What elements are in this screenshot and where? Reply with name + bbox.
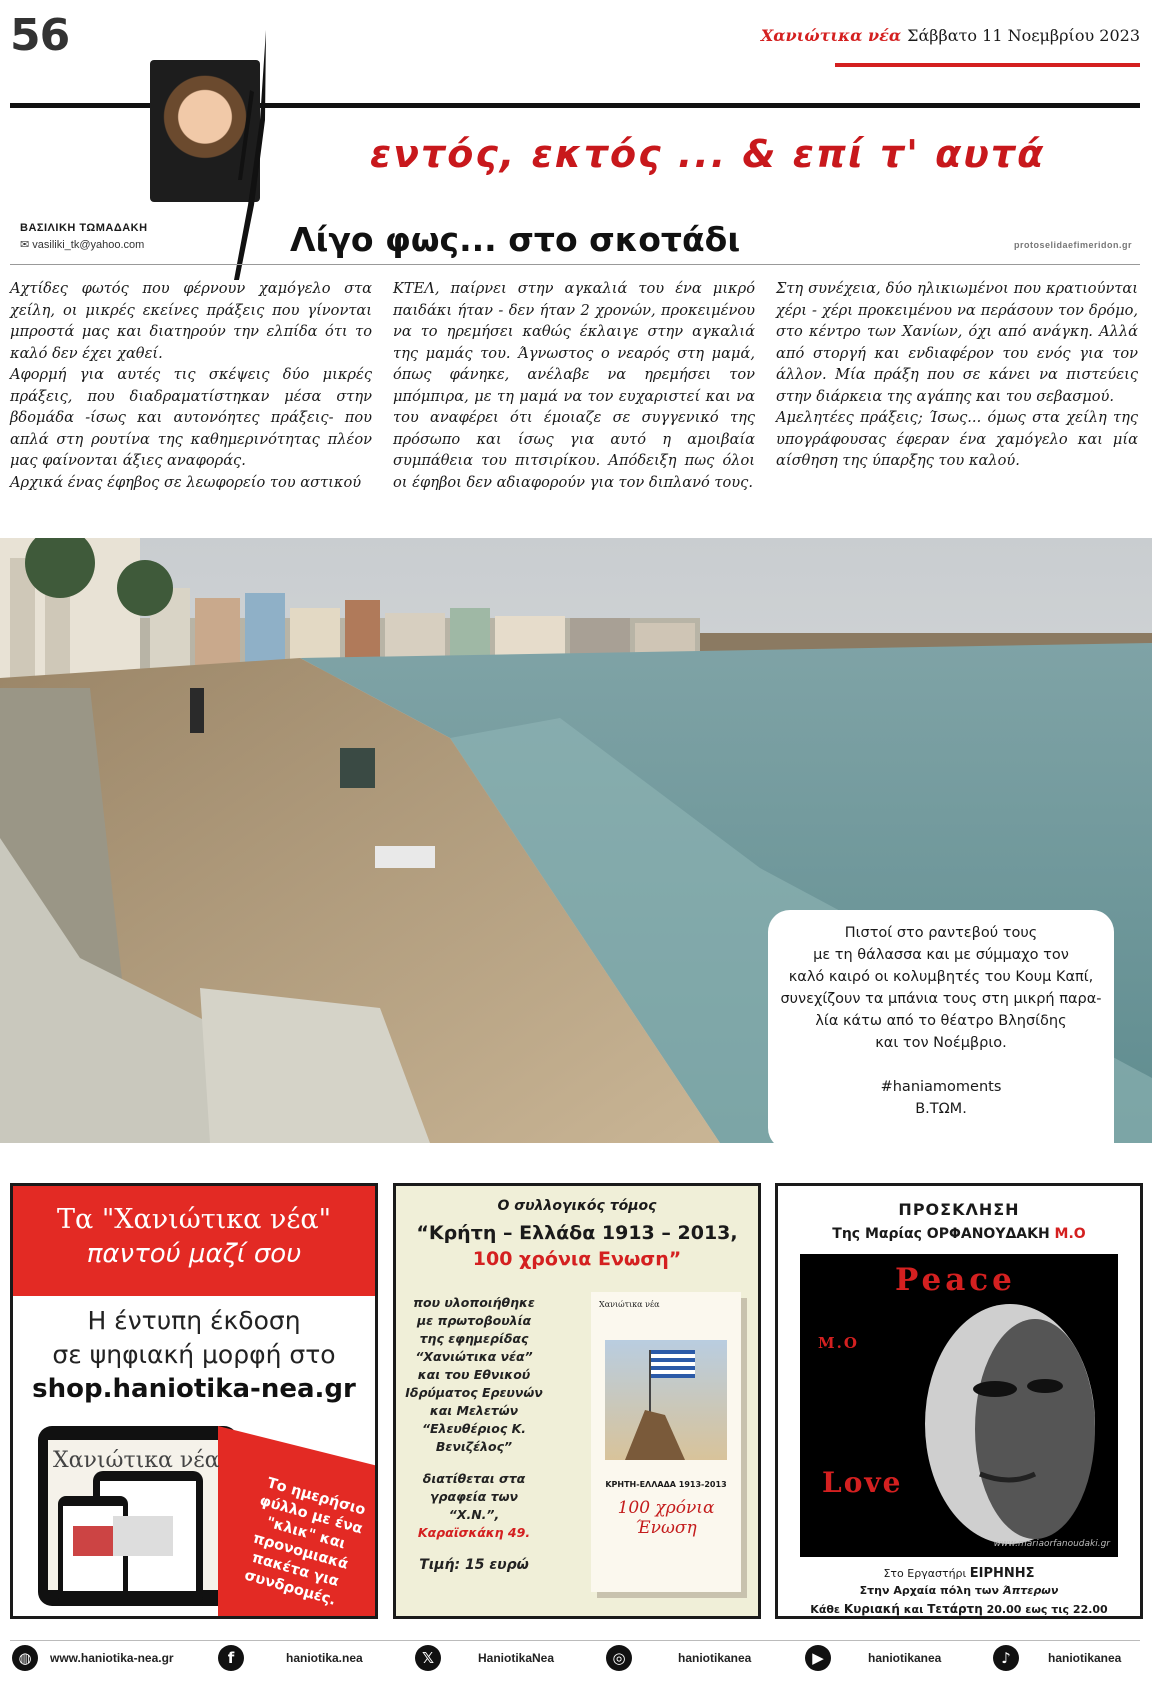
paragraph: Αχτίδες φωτός που φέρνουν χαμόγελο στα χείλη, οι μικρές εκείνες πράξεις που γίνονται μπροστά μας και διατηρούν την ελπίδα ότι το καλό δεν έχει χαθεί.: [10, 280, 372, 362]
footer-divider: [10, 1640, 1140, 1641]
ad-body: [13, 1304, 375, 1406]
issue-date: Σάββατο 11 Νοεμβρίου 2023: [907, 26, 1140, 45]
ad-red-banner: [13, 1186, 375, 1296]
column-title: εντός, εκτός ... & επί τ' αυτά: [370, 132, 1046, 176]
book-cover-publisher: Χανιώτικα νέα: [599, 1300, 660, 1309]
footer-instagram-link[interactable]: haniotikanea: [678, 1651, 752, 1665]
book-cover-subtitle: 100 χρόνια Ένωση: [617, 1498, 715, 1538]
book-ad-title: “Κρήτη – Ελλάδα 1913 – 2013,: [416, 1222, 738, 1244]
paper-name: Χανιώτικα νέα: [760, 26, 902, 45]
footer-website-link[interactable]: www.haniotika-nea.gr: [50, 1651, 174, 1665]
venue-name: ΕΙΡΗΝΗΣ: [969, 1566, 1035, 1581]
x-icon[interactable]: 𝕏: [415, 1645, 441, 1671]
caption-line: με τη θάλασσα και με σύμμαχο τον: [813, 947, 1069, 963]
book-cover-painting: [605, 1340, 727, 1460]
article-column-2: [393, 278, 755, 493]
photo-caption: [768, 910, 1114, 1150]
artwork-website[interactable]: www.mariaorfanoudaki.gr: [993, 1539, 1110, 1549]
artwork-word-peace: Peace: [895, 1262, 1016, 1298]
ad-tagline: παντού μαζί σου: [86, 1239, 302, 1269]
book-ad-desc-1: που υλοποιήθηκε με πρωτοβουλία της εφημερίδας “Χανιώτικα νέα” και του Εθνικού Ιδρύματος Ερευνών και Μελετών “Ελευθέριος Κ. Βενιζέλος”: [405, 1295, 543, 1454]
invitation-title: ΠΡΟΣΚΛΗΣΗ: [898, 1200, 1020, 1219]
book-ad-description: [404, 1294, 544, 1574]
ad-promo-text: Το ημερήσιο φύλλο με ένα "κλικ" και προνομιακά πακέτα για συνδρομές.: [242, 1475, 368, 1609]
venue-prefix: Στο Εργαστήρι: [883, 1567, 970, 1580]
artwork-image: [800, 1254, 1118, 1557]
footer-youtube-link[interactable]: haniotikanea: [868, 1651, 942, 1665]
caption-hashtag: #haniamoments: [880, 1079, 1002, 1095]
device-masthead: Χανιώτικα νέα: [53, 1448, 220, 1473]
book-ad-price: Τιμή: 15 ευρώ: [419, 1557, 529, 1573]
youtube-icon[interactable]: ▶: [805, 1645, 831, 1671]
globe-icon: ◍: [12, 1645, 38, 1671]
book-cover-title: ΚΡΗΤΗ-ΕΛΛΑΔΑ 1913-2013: [605, 1480, 727, 1489]
paragraph: Αμελητέες πράξεις; Ίσως... όμως στα χείλη της υπογράφουσας έφεραν ένα χαμόγελο και μία αίσθηση της ύπαρξης του καλού.: [776, 409, 1138, 469]
ad-body-line: Η έντυπη έκδοση: [87, 1306, 301, 1335]
ad-body-line: σε ψηφιακή μορφή στο: [52, 1340, 336, 1369]
book-ad[interactable]: [393, 1183, 761, 1619]
schedule-and: και: [899, 1603, 928, 1616]
digital-edition-ad[interactable]: [10, 1183, 378, 1619]
book-ad-address: Καραϊσκάκη 49.: [417, 1525, 531, 1540]
book-cover: [591, 1292, 741, 1592]
masthead-red-rule: [835, 63, 1140, 67]
envelope-icon: ✉: [20, 239, 33, 251]
invitation-place: [778, 1584, 1140, 1597]
book-ad-desc-2: διατίθεται στα γραφεία των “Χ.Ν.”,: [422, 1471, 526, 1522]
artwork-word-love: Love: [822, 1466, 903, 1499]
caption-line: Πιστοί στο ραντεβού τους: [844, 925, 1038, 941]
day-sunday: Κυριακή: [843, 1602, 900, 1616]
exhibition-invitation-ad[interactable]: [775, 1183, 1143, 1619]
invitation-venue: [778, 1566, 1140, 1581]
footer-facebook-link[interactable]: haniotika.nea: [286, 1651, 363, 1665]
invitation-host: [778, 1226, 1140, 1242]
paragraph: ΚΤΕΛ, παίρνει στην αγκαλιά του ένα μικρό παιδάκι ήταν - δεν ήταν 2 χρονών, προκειμένου να το ηρεμήσει καθώς έκλαιγε στην αγκαλιά της μαμάς του. Άγνωστος ο νεαρός στη μαμά, όπως φάνηκε, ανέλαβε να ηρεμήσει τον μπόμπιρα, με τη μαμά να τον ευχαριστεί και να του αναφέρει ότι έμοιαζε σε συγγενικό της πρόσωπο και ίσως για αυτό η αμοιβαία συμπάθεια του πιτσιρίκου. Απόδειξη πως όλοι οι έφηβοι δεν αδιαφορούν για τον διπλανό τους.: [393, 280, 755, 491]
image-credit: protoselidaefimeridon.gr: [1013, 240, 1132, 250]
headline-divider: [10, 264, 1140, 265]
host-name: ΟΡΦΑΝΟΥΔΑΚΗ: [926, 1226, 1050, 1242]
host-suffix: M.O: [1049, 1226, 1086, 1242]
caption-line: καλό καιρό οι κολυμβητές του Κουμ Καπί,: [788, 969, 1094, 985]
caption-signature: Β.ΤΩΜ.: [915, 1101, 967, 1117]
footer-tiktok-link[interactable]: haniotikanea: [1048, 1651, 1122, 1665]
book-ad-subtitle: 100 χρόνια Ενωση”: [472, 1248, 682, 1270]
author-name: ΒΑΣΙΛΙΚΗ ΤΩΜΑΔΑΚΗ: [20, 222, 148, 234]
schedule-hours: 20.00 εως τις 22.00: [982, 1603, 1108, 1616]
invitation-schedule: [778, 1602, 1140, 1616]
caption-line: συνεχίζουν τα μπάνια τους στη μικρή παρα-: [780, 991, 1102, 1007]
article-column-1: [10, 278, 372, 493]
paragraph: Στη συνέχεια, δύο ηλικιωμένοι που κρατιούνται χέρι - χέρι προκειμένου να περάσουν τον δρόμο, στο κέντρο των Χανίων, όχι από ανάγκη. Αλλά από στοργή και ενδιαφέρον του ενός για τον άλλον. Μία πράξη που σε κάνει να πιστεύεις στην διάρκεια της αγάπης και του σεβασμού.: [776, 280, 1138, 405]
schedule-prefix: Κάθε: [810, 1603, 844, 1616]
host-prefix: Της Μαρίας: [832, 1226, 927, 1242]
email-text: vasiliki_tk@yahoo.com: [32, 239, 145, 251]
artwork-word-mo: M.O: [818, 1334, 859, 1352]
article-column-3: [776, 278, 1138, 472]
caption-line: και τον Νοέμβριο.: [875, 1035, 1007, 1051]
caption-line: λία κάτω από το θέατρο Βλησίδης: [815, 1013, 1067, 1029]
book-ad-intro: Ο συλλογικός τόμος: [497, 1198, 657, 1214]
paragraph: Αρχικά ένας έφηβος σε λεωφορείο του αστικού: [10, 473, 362, 491]
brush-slash-icon: [230, 30, 270, 280]
place-prefix: Στην Αρχαία πόλη των: [859, 1584, 1003, 1597]
paragraph: Αφορμή για αυτές τις σκέψεις δύο μικρές πράξεις, που διαδραματίστηκαν μέσα στην βδομάδα -ίσως και αυτονόητες πράξεις- που απλά στη ρουτίνα της καθημερινότητας πλέον μας φαίνονται άξιες αναφοράς.: [10, 366, 372, 469]
ad-headline: Τα "Χανιώτικα νέα": [57, 1204, 331, 1235]
face-artwork-illustration: [800, 1254, 1118, 1557]
masthead: [761, 26, 1140, 45]
page-number: 56: [10, 10, 70, 61]
flag-icon: [605, 1340, 727, 1460]
day-wednesday: Τετάρτη: [927, 1602, 983, 1616]
facebook-icon[interactable]: f: [218, 1645, 244, 1671]
place-name: Άπτερων: [1002, 1584, 1059, 1597]
author-email: [20, 238, 144, 251]
footer-x-link[interactable]: HaniotikaNea: [478, 1651, 555, 1665]
tiktok-icon[interactable]: ♪: [993, 1645, 1019, 1671]
article-headline: Λίγο φως... στο σκοτάδι: [290, 220, 741, 259]
shop-url-link[interactable]: shop.haniotika-nea.gr: [32, 1374, 356, 1404]
instagram-icon[interactable]: ◎: [606, 1645, 632, 1671]
